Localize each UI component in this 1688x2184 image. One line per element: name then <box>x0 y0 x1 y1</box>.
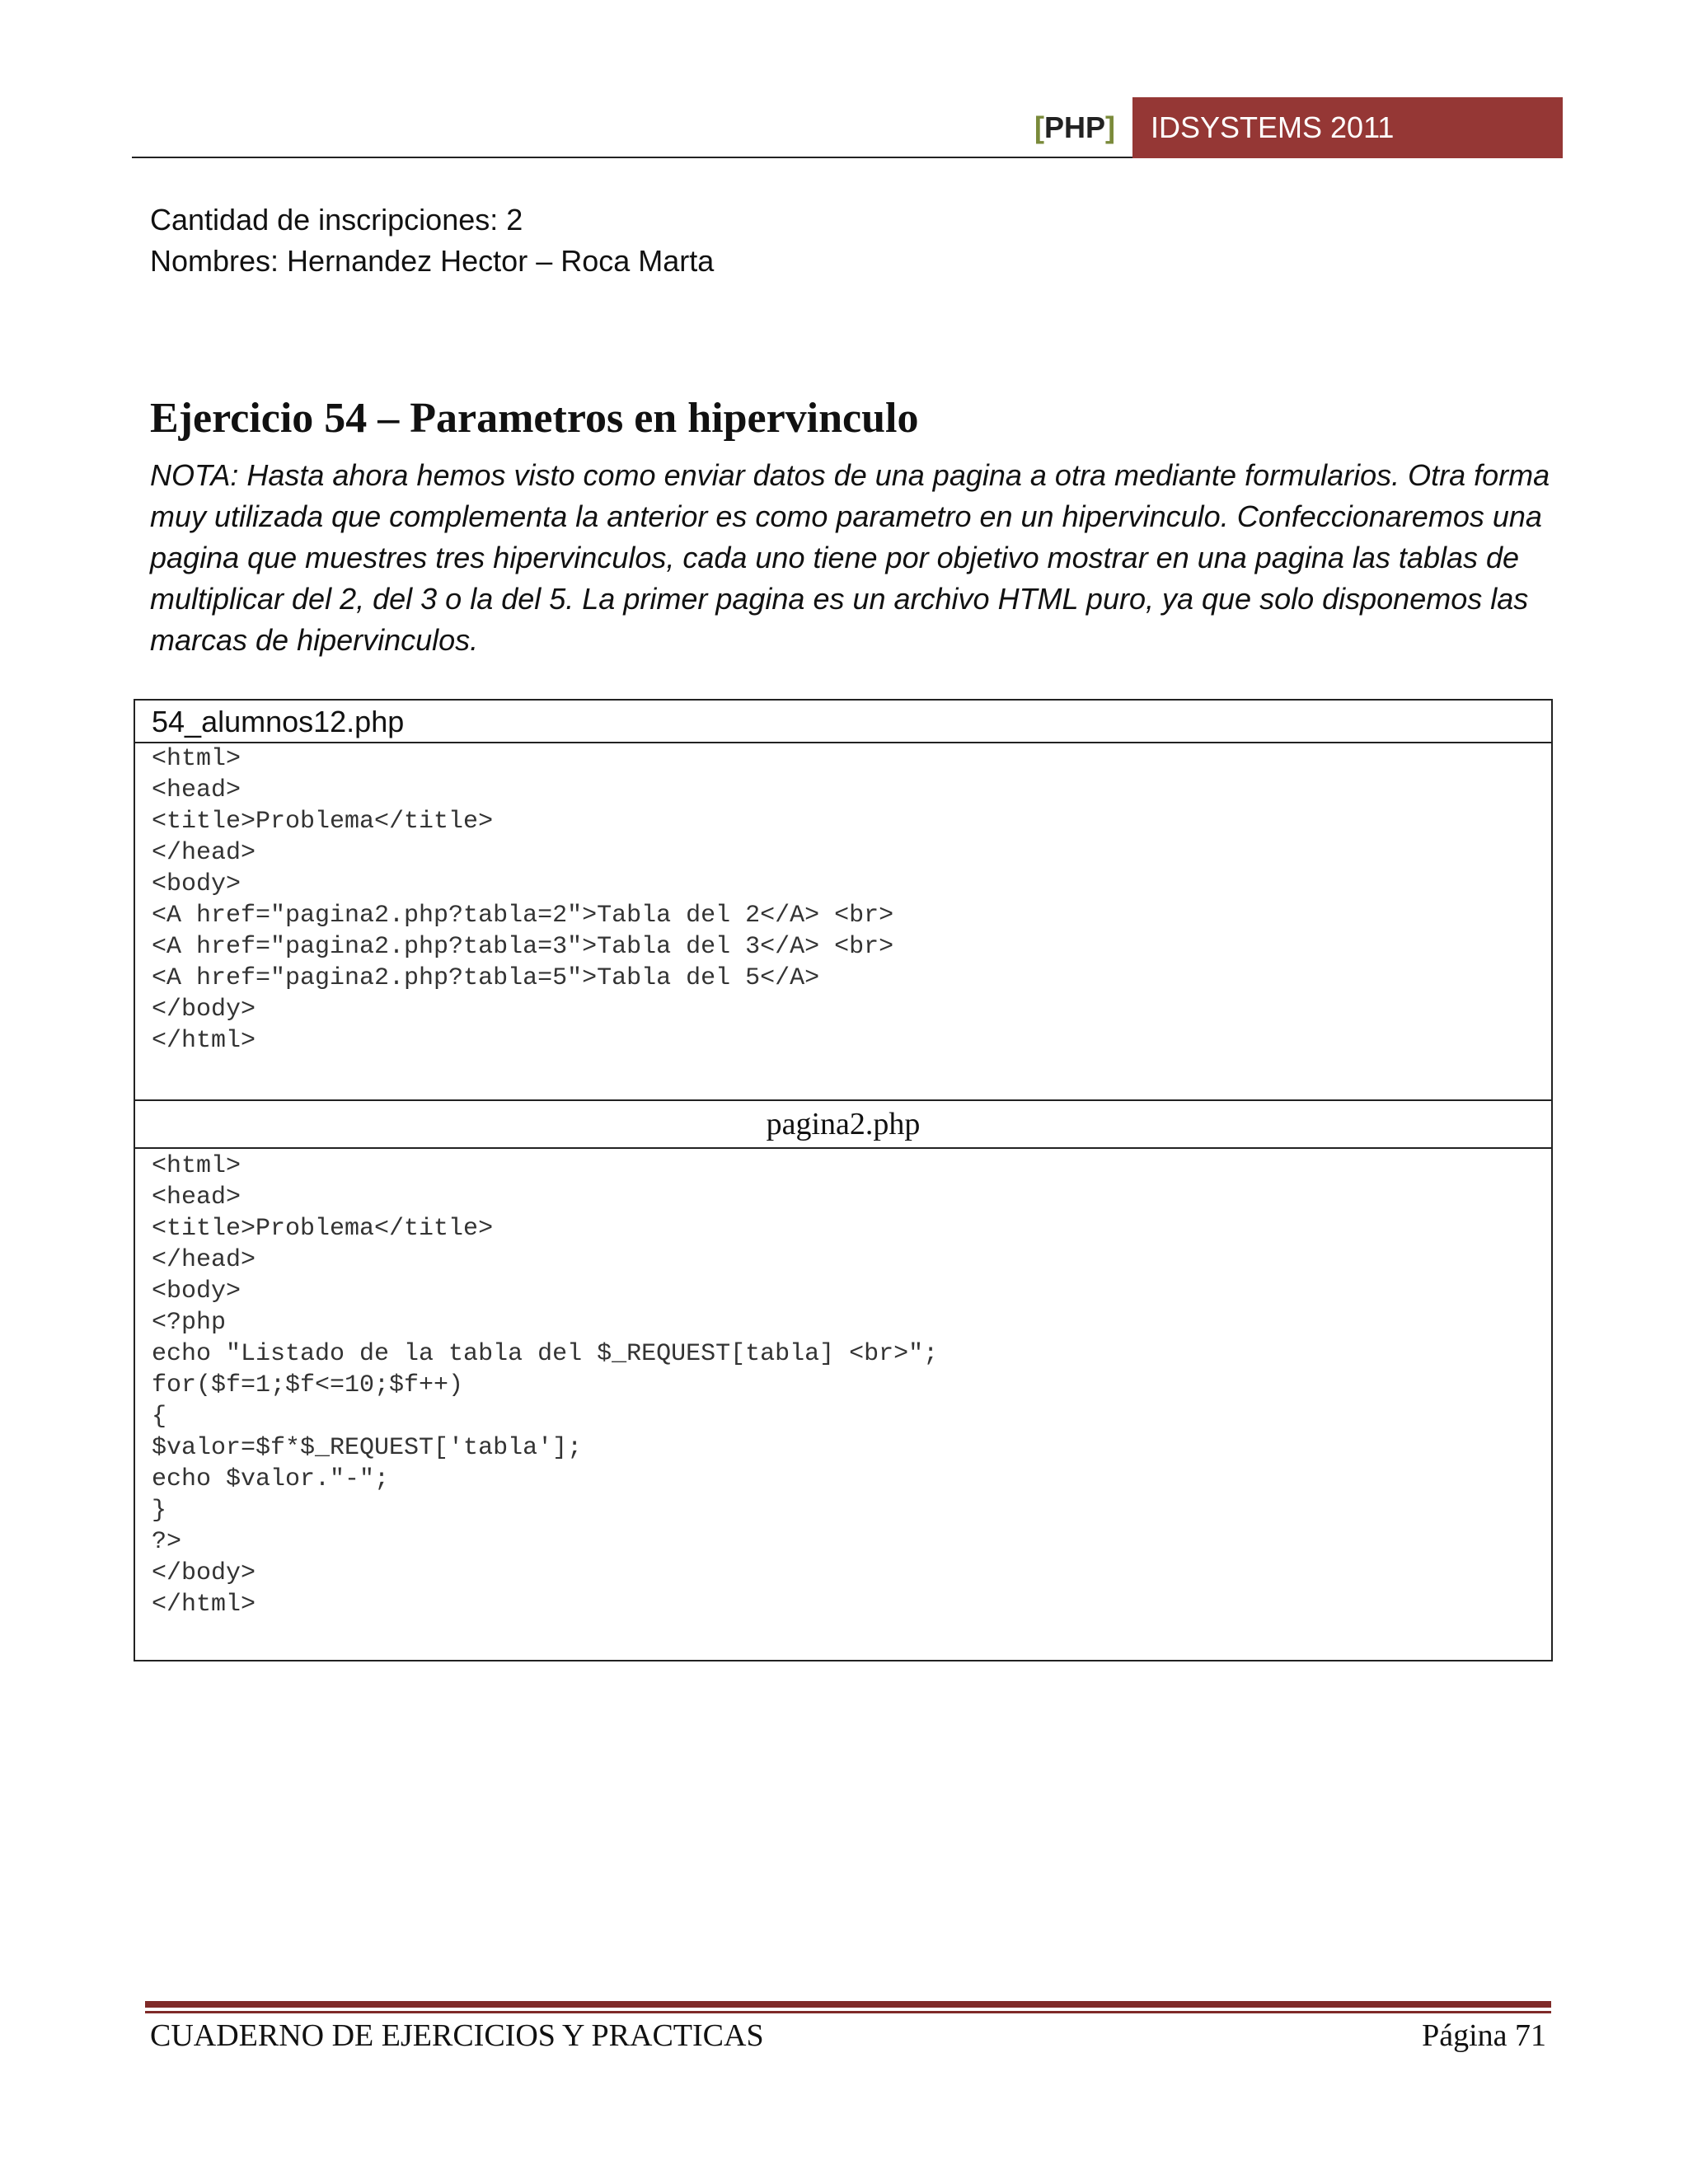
intro-names: Nombres: Hernandez Hector – Roca Marta <box>150 244 715 278</box>
intro-block <box>150 199 714 282</box>
header-bracket-open: [ <box>1034 110 1044 144</box>
file2-caption: pagina2.php <box>135 1099 1551 1149</box>
section-title: Ejercicio 54 – Parametros en hipervinculo <box>150 395 919 442</box>
header-rule <box>132 157 1132 158</box>
header-box: IDSYSTEMS 2011 <box>1132 97 1563 158</box>
header-tag-text: PHP <box>1043 110 1105 144</box>
file1-code: <html> <head> <title>Problema</title> </head> <body> <A href="pagina2.php?tabla=2">Tabla del 2</A> <br> <A href="pagina2.php?tabla=3">Tabla del 3</A> <br> <A href="pagina2.php?tabla=5">Tabla del 5</A> </body> </html> <box>152 745 894 1055</box>
file1-caption: 54_alumnos12.php <box>135 701 1551 743</box>
footer-title: CUADERNO DE EJERCICIOS Y PRACTICAS <box>150 2018 764 2053</box>
intro-count: Cantidad de inscripciones: 2 <box>150 203 523 237</box>
header-tag <box>1034 110 1115 145</box>
page-number: Página 71 <box>1422 2018 1546 2053</box>
section-note: NOTA: Hasta ahora hemos visto como enviar datos de una pagina a otra mediante formularios. Otra forma muy utilizada que complementa la anterior es como parametro en un hipervinculo. Confeccionaremos una pagina que muestres tres hipervinculos, cada uno tiene por objetivo mostrar en una pagina las tablas de multiplicar del 2, del 3 o la del 5. La primer pagina es un archivo HTML puro, ya que solo disponemos las marcas de hipervinculos. <box>150 458 1550 657</box>
code-table <box>134 699 1553 1661</box>
footer-rule-thin <box>145 2011 1551 2013</box>
file2-code: <html> <head> <title>Problema</title> </head> <body> <?php echo "Listado de la tabla del $_REQUEST[tabla] <br>"; for($f=1;$f<=10;$f++) { $valor=$f*$_REQUEST['tabla']; echo $valor."-"; } ?> </body> </html> <box>152 1152 939 1619</box>
header-bracket-close: ] <box>1105 110 1115 144</box>
footer-rule-thick <box>145 2001 1551 2008</box>
